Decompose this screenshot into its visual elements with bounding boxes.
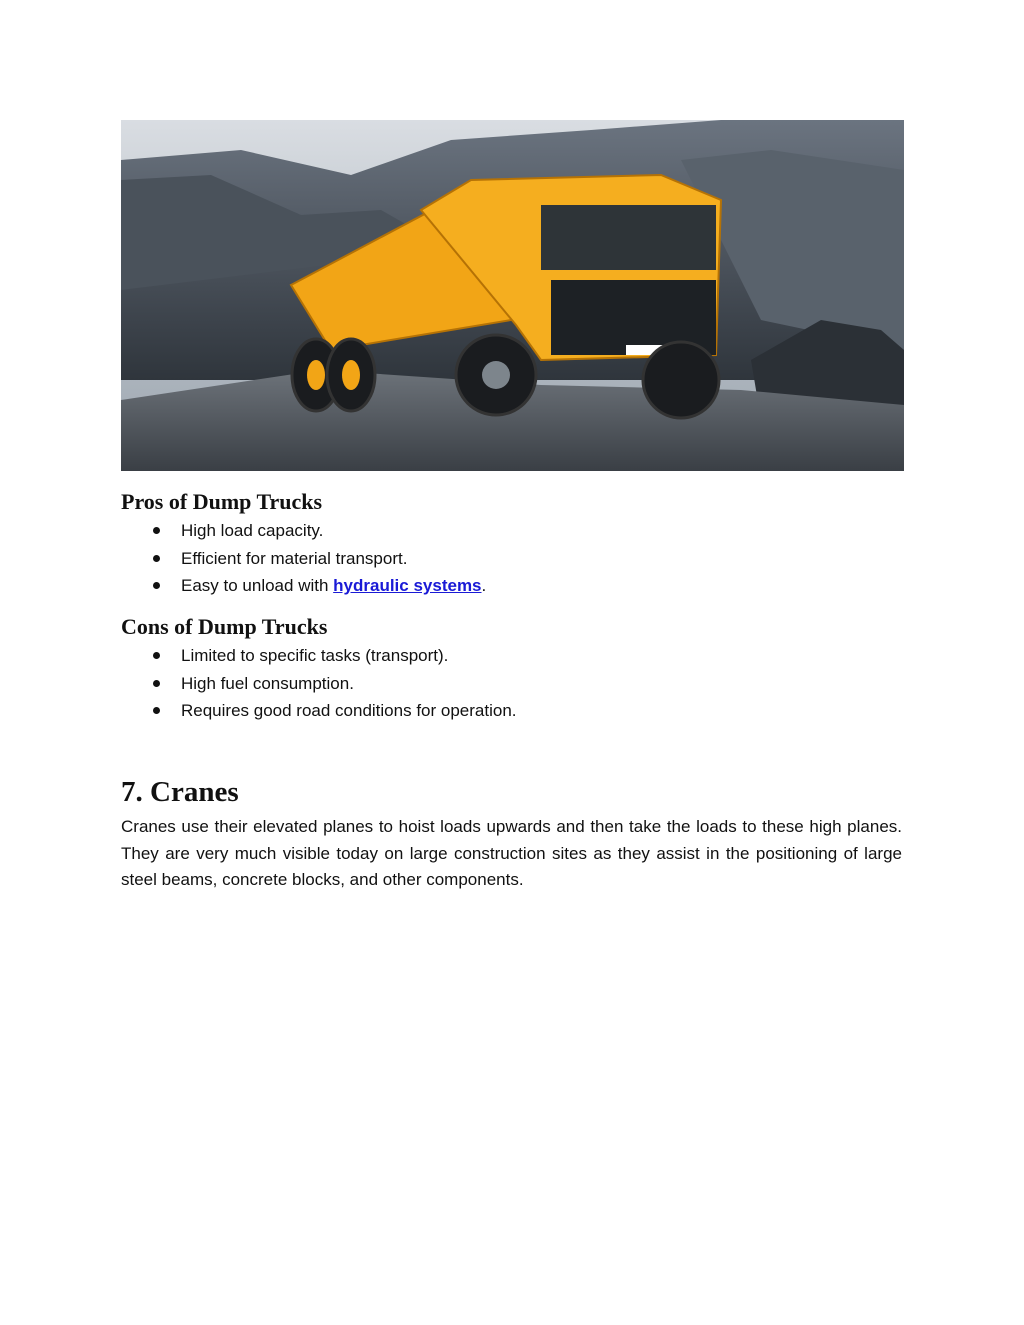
pros-heading: Pros of Dump Trucks — [121, 489, 323, 514]
list-item — [121, 670, 517, 698]
cons-heading: Cons of Dump Trucks — [121, 614, 328, 639]
cranes-heading: 7. Cranes — [121, 776, 239, 808]
list-item-text: Requires good road conditions for operation. — [181, 701, 517, 720]
cons-list — [121, 642, 517, 725]
pros-list — [121, 517, 486, 600]
list-item-text: Easy to unload with — [181, 576, 334, 595]
list-item — [121, 572, 486, 600]
list-item-text: Limited to specific tasks (transport). — [181, 646, 449, 665]
bullet-icon — [153, 707, 160, 714]
list-item-text: High load capacity. — [181, 521, 324, 540]
list-item — [121, 642, 517, 670]
list-item-text: Efficient for material transport. — [181, 548, 408, 568]
list-item — [121, 697, 517, 725]
bullet-icon — [153, 527, 160, 534]
list-item-text: High fuel consumption. — [181, 673, 354, 693]
dump-truck-photo — [121, 120, 904, 471]
hydraulic-systems-link[interactable]: hydraulic systems — [333, 576, 482, 595]
bullet-icon — [153, 555, 160, 562]
list-item — [121, 517, 486, 545]
cranes-paragraph: Cranes use their elevated planes to hoist loads upwards and then take the loads to these high planes. They are very much visible today on large construction sites as they assist in the positioning of large steel beams, concrete blocks, and other components. — [121, 817, 902, 889]
bullet-icon — [153, 680, 160, 687]
bullet-icon — [153, 652, 160, 659]
list-item — [121, 545, 486, 573]
bullet-icon — [153, 582, 160, 589]
list-item-suffix: . — [481, 576, 487, 595]
